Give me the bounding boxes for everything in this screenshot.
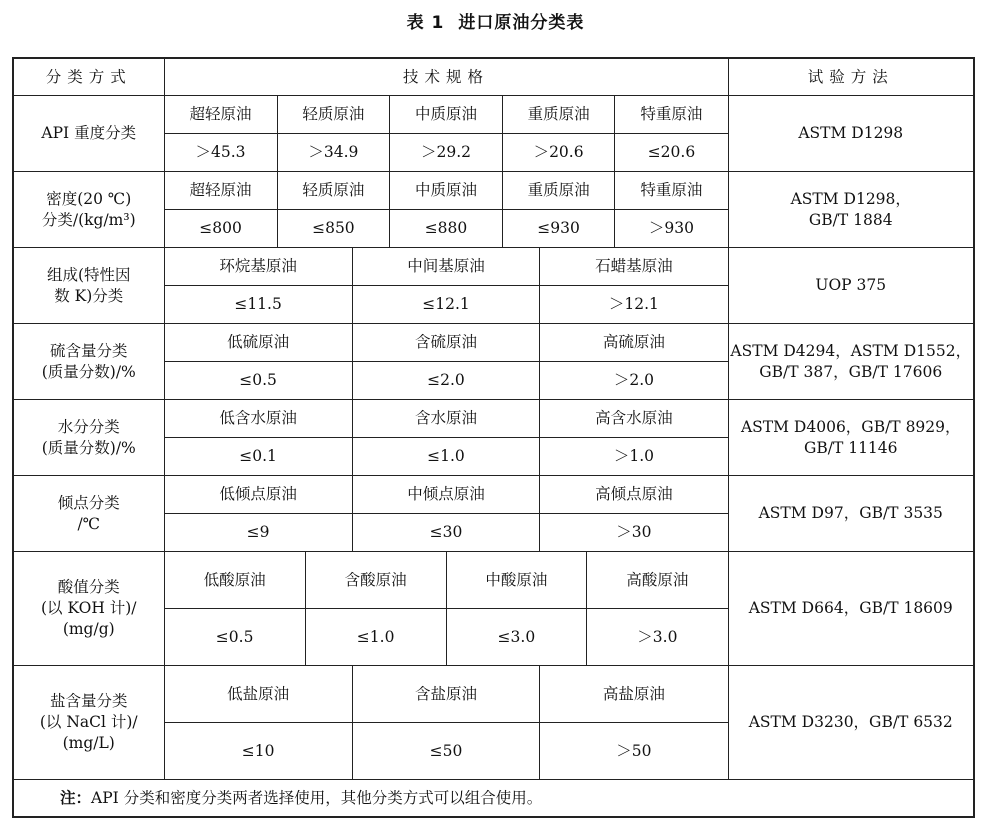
spec-grid [164,324,728,400]
crude-type-cell: 低硫原油 [165,324,353,362]
classification-label-line: 倾点分类 [57,493,120,512]
classification-label [13,324,164,400]
header-row [13,58,974,96]
crude-type-cell: 低含水原油 [165,400,353,438]
test-method-cell [728,666,974,780]
classification-label [13,476,164,552]
header-technical-spec: 技术规格 [164,58,728,96]
note-text: API 分类和密度分类两者选择使用，其他分类方式可以组合使用。 [91,788,543,807]
test-method-cell [728,400,974,476]
table-row [13,172,974,248]
classification-label-line: 硫含量分类 [49,341,128,360]
table-row [13,476,974,552]
spec-value-cell: ≤10 [165,723,353,780]
spec-value-cell: ≤0.1 [165,438,353,476]
classification-label [13,248,164,324]
classification-label-line: 数 K)分类 [54,286,124,305]
classification-label [13,666,164,780]
spec-value-cell: ≤20.6 [615,134,728,172]
classification-label-line: (以 KOH 计)/ [40,599,137,618]
header-classification-method: 分类方式 [13,58,164,96]
spec-value-cell: ＞12.1 [540,286,728,324]
spec-value-cell: ≤50 [352,723,540,780]
test-method-line: ASTM D1298 [798,124,904,143]
header-test-method: 试验方法 [728,58,974,96]
spec-value-cell: ＞34.9 [277,134,390,172]
crude-type-cell: 含酸原油 [305,552,446,609]
crude-type-cell: 中倾点原油 [352,476,540,514]
classification-label-line: (质量分数)/% [41,438,136,457]
test-method-cell [728,248,974,324]
spec-value-cell: ≤880 [390,210,503,248]
crude-type-cell: 高硫原油 [540,324,728,362]
test-method-cell [728,476,974,552]
classification-label-line: 分类/(kg/m³) [41,210,136,229]
crude-type-cell: 低酸原油 [165,552,306,609]
test-method-cell [728,324,974,400]
table-row [13,400,974,476]
table-row [13,666,974,780]
classification-label-line: API 重度分类 [41,124,137,143]
spec-value-cell: ＞930 [615,210,728,248]
table-row [13,96,974,172]
test-method-line: ASTM D664，GB/T 18609 [748,599,953,618]
test-method-line: GB/T 1884 [808,210,893,229]
classification-label [13,400,164,476]
spec-value-cell: ≤9 [165,514,353,552]
test-method-line: GB/T 11146 [803,438,898,457]
spec-value-cell: ≤1.0 [305,609,446,666]
crude-type-cell: 轻质原油 [277,96,390,134]
crude-type-cell: 含硫原油 [352,324,540,362]
classification-label-line: (mg/L) [62,733,115,752]
classification-label-line: (mg/g) [62,619,115,638]
spec-value-cell: ≤2.0 [352,362,540,400]
crude-type-cell: 含盐原油 [352,666,540,723]
spec-value-cell: ≤0.5 [165,609,306,666]
classification-label-line: (以 NaCl 计)/ [39,713,138,732]
spec-grid [164,400,728,476]
crude-type-cell: 超轻原油 [165,172,278,210]
spec-value-cell: ＞45.3 [165,134,278,172]
note-row [13,780,974,818]
crude-type-cell: 特重原油 [615,172,728,210]
spec-value-cell: ＞50 [540,723,728,780]
spec-grid [164,666,728,780]
crude-type-cell: 中间基原油 [352,248,540,286]
spec-value-cell: ≤930 [502,210,615,248]
spec-value-cell: ≤850 [277,210,390,248]
note-prefix: 注： [60,788,92,807]
crude-type-cell: 重质原油 [502,96,615,134]
crude-type-cell: 超轻原油 [165,96,278,134]
test-method-line: ASTM D1298， [790,189,911,208]
crude-type-cell: 石蜡基原油 [540,248,728,286]
spec-value-cell: ＞29.2 [390,134,503,172]
crude-type-cell: 高盐原油 [540,666,728,723]
crude-type-cell: 低盐原油 [165,666,353,723]
spec-grid [164,248,728,324]
spec-value-cell: ≤30 [352,514,540,552]
classification-label [13,552,164,666]
table-note [13,780,974,818]
classification-label [13,172,164,248]
spec-grid [164,552,728,666]
classification-label-line: (质量分数)/% [41,362,136,381]
spec-value-cell: ＞2.0 [540,362,728,400]
crude-type-cell: 含水原油 [352,400,540,438]
table-row [13,324,974,400]
spec-value-cell: ＞3.0 [587,609,728,666]
crude-type-cell: 中质原油 [390,96,503,134]
table-caption: 进口原油分类表 [458,13,585,33]
classification-label-line: 盐含量分类 [49,692,128,711]
crude-type-cell: 高酸原油 [587,552,728,609]
spec-grid [164,476,728,552]
crude-type-cell: 低倾点原油 [165,476,353,514]
table-row [13,552,974,666]
classification-label-line: 酸值分类 [57,578,120,597]
test-method-line: ASTM D3230，GB/T 6532 [748,713,953,732]
classification-label-line: 组成(特性因 [46,265,131,284]
crude-type-cell: 高倾点原油 [540,476,728,514]
test-method-line: GB/T 387，GB/T 17606 [759,362,943,381]
spec-value-cell: ＞30 [540,514,728,552]
spec-grid [164,172,728,248]
spec-value-cell: ＞1.0 [540,438,728,476]
classification-label-line: 密度(20 ℃) [46,189,132,208]
test-method-line: ASTM D97，GB/T 3535 [758,504,943,523]
crude-type-cell: 重质原油 [502,172,615,210]
spec-value-cell: ≤800 [165,210,278,248]
table-title [0,8,991,33]
table-row [13,248,974,324]
classification-table [12,57,975,818]
test-method-cell [728,552,974,666]
spec-value-cell: ≤3.0 [446,609,587,666]
test-method-cell [728,96,974,172]
classification-label-line: 水分分类 [57,417,120,436]
test-method-line: ASTM D4006，GB/T 8929， [740,417,961,436]
crude-type-cell: 轻质原油 [277,172,390,210]
crude-type-cell: 中酸原油 [446,552,587,609]
test-method-line: ASTM D4294，ASTM D1552， [730,341,972,360]
crude-type-cell: 高含水原油 [540,400,728,438]
crude-type-cell: 环烷基原油 [165,248,353,286]
classification-label [13,96,164,172]
spec-value-cell: ≤11.5 [165,286,353,324]
classification-label-line: /℃ [77,514,101,533]
test-method-cell [728,172,974,248]
table-number: 表 1 [406,13,445,33]
spec-value-cell: ≤0.5 [165,362,353,400]
spec-value-cell: ＞20.6 [502,134,615,172]
test-method-line: UOP 375 [815,276,887,295]
crude-type-cell: 中质原油 [390,172,503,210]
spec-value-cell: ≤12.1 [352,286,540,324]
spec-value-cell: ≤1.0 [352,438,540,476]
spec-grid [164,96,728,172]
crude-type-cell: 特重原油 [615,96,728,134]
